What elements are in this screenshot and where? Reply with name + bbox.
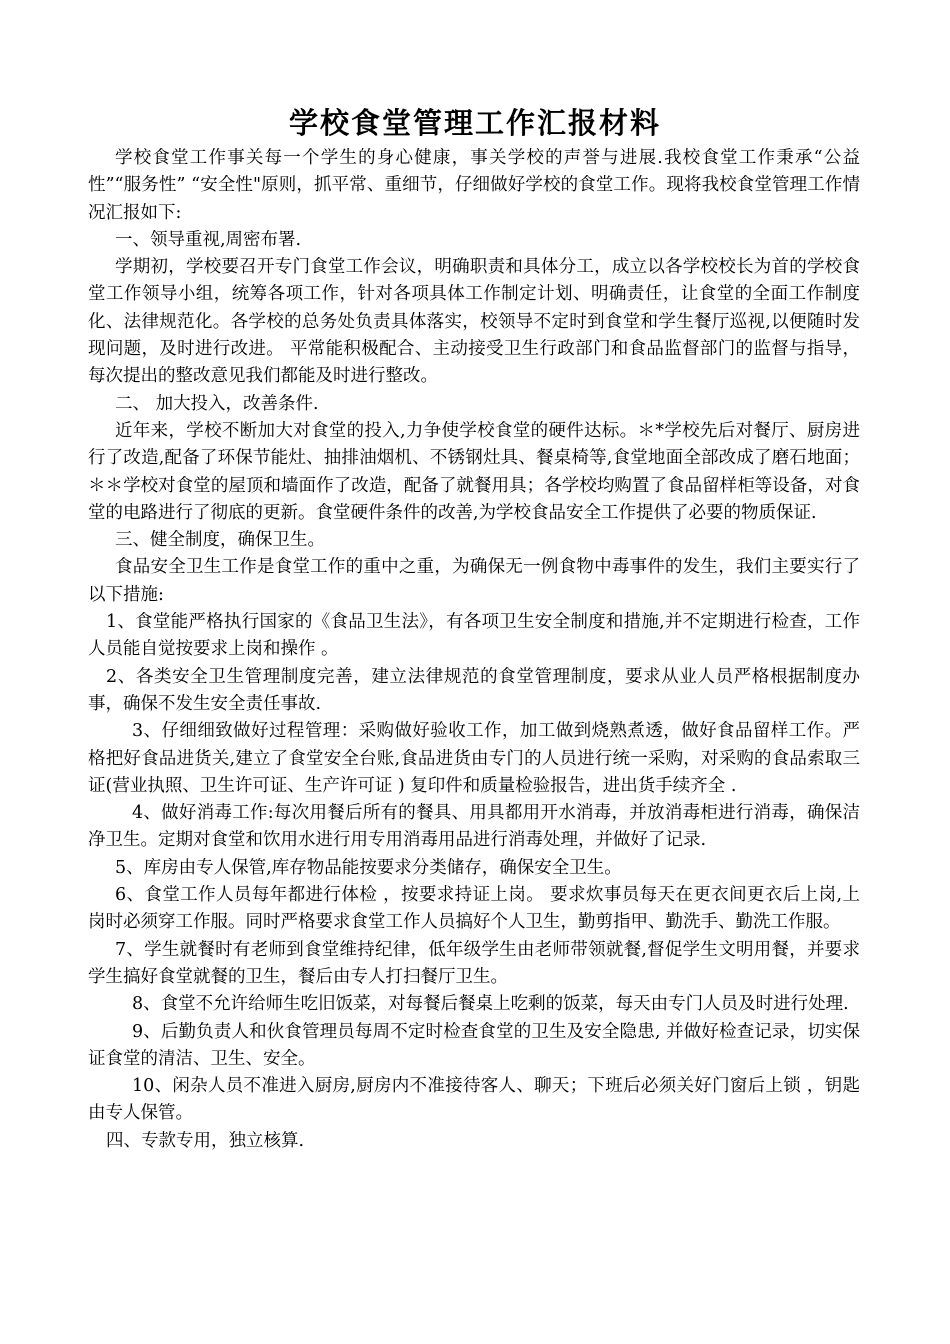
heading-section-1: 一、领导重视,周密布署.	[115, 229, 302, 250]
paragraph-intro: 学校食堂工作事关每一个学生的身心健康，事关学校的声誉与进展.我校食堂工作秉承“公益性”“服务性” “安全性"原则，抓平常、重细节，仔细做好学校的食堂工作。现将我校食堂管理工作情况汇报如下:	[88, 148, 860, 223]
list-item-10: 10、闲杂人员不准进入厨房,厨房内不准接待客人、聊天；下班后必须关好门窗后上锁 ，钥匙由专人保管。	[88, 1076, 860, 1124]
heading-section-3: 三、健全制度，确保卫生。	[115, 530, 325, 551]
list-item-9: 9、后勤负责人和伙食管理员每周不定时检查食堂的卫生及安全隐患, 并做好检查记录，切实保证食堂的清洁、卫生、安全。	[88, 1021, 860, 1069]
paragraph-section-1: 学期初，学校要召开专门食堂工作会议，明确职责和具体分工，成立以各学校校长为首的学校食堂工作领导小组，统筹各项工作，针对各项具体工作制定计划、明确责任，让食堂的全面工作制度化、法律规范化。各学校的总务处负责具体落实，校领导不定时到食堂和学生餐厅巡视,以便随时发现问题，及时进行改进。 平常能积极配合、主动接受卫生行政部门和食品监督部门的监督与指导，每次提出的整改意见我们都能及时进行整改。	[88, 257, 860, 387]
list-item-5: 5、库房由专人保管,库存物品能按要求分类储存，确保安全卫生。	[115, 857, 622, 878]
list-item-3: 3、仔细细致做好过程管理：采购做好验收工作，加工做到烧熟煮透，做好食品留样工作。严格把好食品进货关,建立了食堂安全台账,食品进货由专门的人员进行统一采购，对采购的食品索取三证(营业执照、卫生许可证、生产许可证 ) 复印件和质量检验报告，进出货手续齐全 .	[88, 721, 860, 796]
list-item-4: 4、做好消毒工作:每次用餐后所有的餐具、用具都用开水消毒，并放消毒柜进行消毒，确保洁净卫生。定期对食堂和饮用水进行用专用消毒用品进行消毒处理，并做好了记录.	[88, 803, 860, 851]
paragraph-section-2: 近年来，学校不断加大对食堂的投入,力争使学校食堂的硬件达标。＊*学校先后对餐厅、厨房进行了改造,配备了环保节能灶、抽排油烟机、不锈钢灶具、餐桌椅等,食堂地面全部改成了磨石地面； ＊＊学校对食堂的屋顶和墙面作了改造，配备了就餐用具；各学校均购置了食品留样柜等设备，对食堂的电路进行了彻底的更新。食堂硬件条件的改善,为学校食品安全工作提供了必要的物质保证.	[88, 420, 860, 523]
heading-section-2: 二、 加大投入，改善条件.	[115, 393, 319, 414]
list-item-7: 7、学生就餐时有老师到食堂维持纪律，低年级学生由老师带领就餐,督促学生文明用餐，并要求学生搞好食堂就餐的卫生，餐后由专人打扫餐厅卫生。	[88, 939, 860, 987]
document-body	[88, 145, 860, 1155]
document-title: 学校食堂管理工作汇报材料	[288, 106, 661, 140]
list-item-1: 1、食堂能严格执行国家的《食品卫生法》，有各项卫生安全制度和措施,并不定期进行检查，工作人员能自觉按要求上岗和操作 。	[88, 612, 860, 660]
paragraph-section-3: 食品安全卫生工作是食堂工作的重中之重，为确保无一例食物中毒事件的发生，我们主要实行了以下措施:	[88, 557, 860, 605]
list-item-6: 6、食堂工作人员每年都进行体检 ，按要求持证上岗。 要求炊事员每天在更衣间更衣后上岗,上岗时必须穿工作服。同时严格要求食堂工作人员搞好个人卫生，勤剪指甲、勤洗手、勤洗工作服。	[88, 885, 860, 933]
heading-section-4: 四、专款专用，独立核算.	[106, 1130, 305, 1151]
list-item-2: 2、各类安全卫生管理制度完善，建立法律规范的食堂管理制度，要求从业人员严格根据制度办事，确保不发生安全责任事故.	[88, 666, 860, 714]
list-item-8: 8、食堂不允许给师生吃旧饭菜，对每餐后餐桌上吃剩的饭菜，每天由专门人员及时进行处理.	[132, 994, 849, 1015]
